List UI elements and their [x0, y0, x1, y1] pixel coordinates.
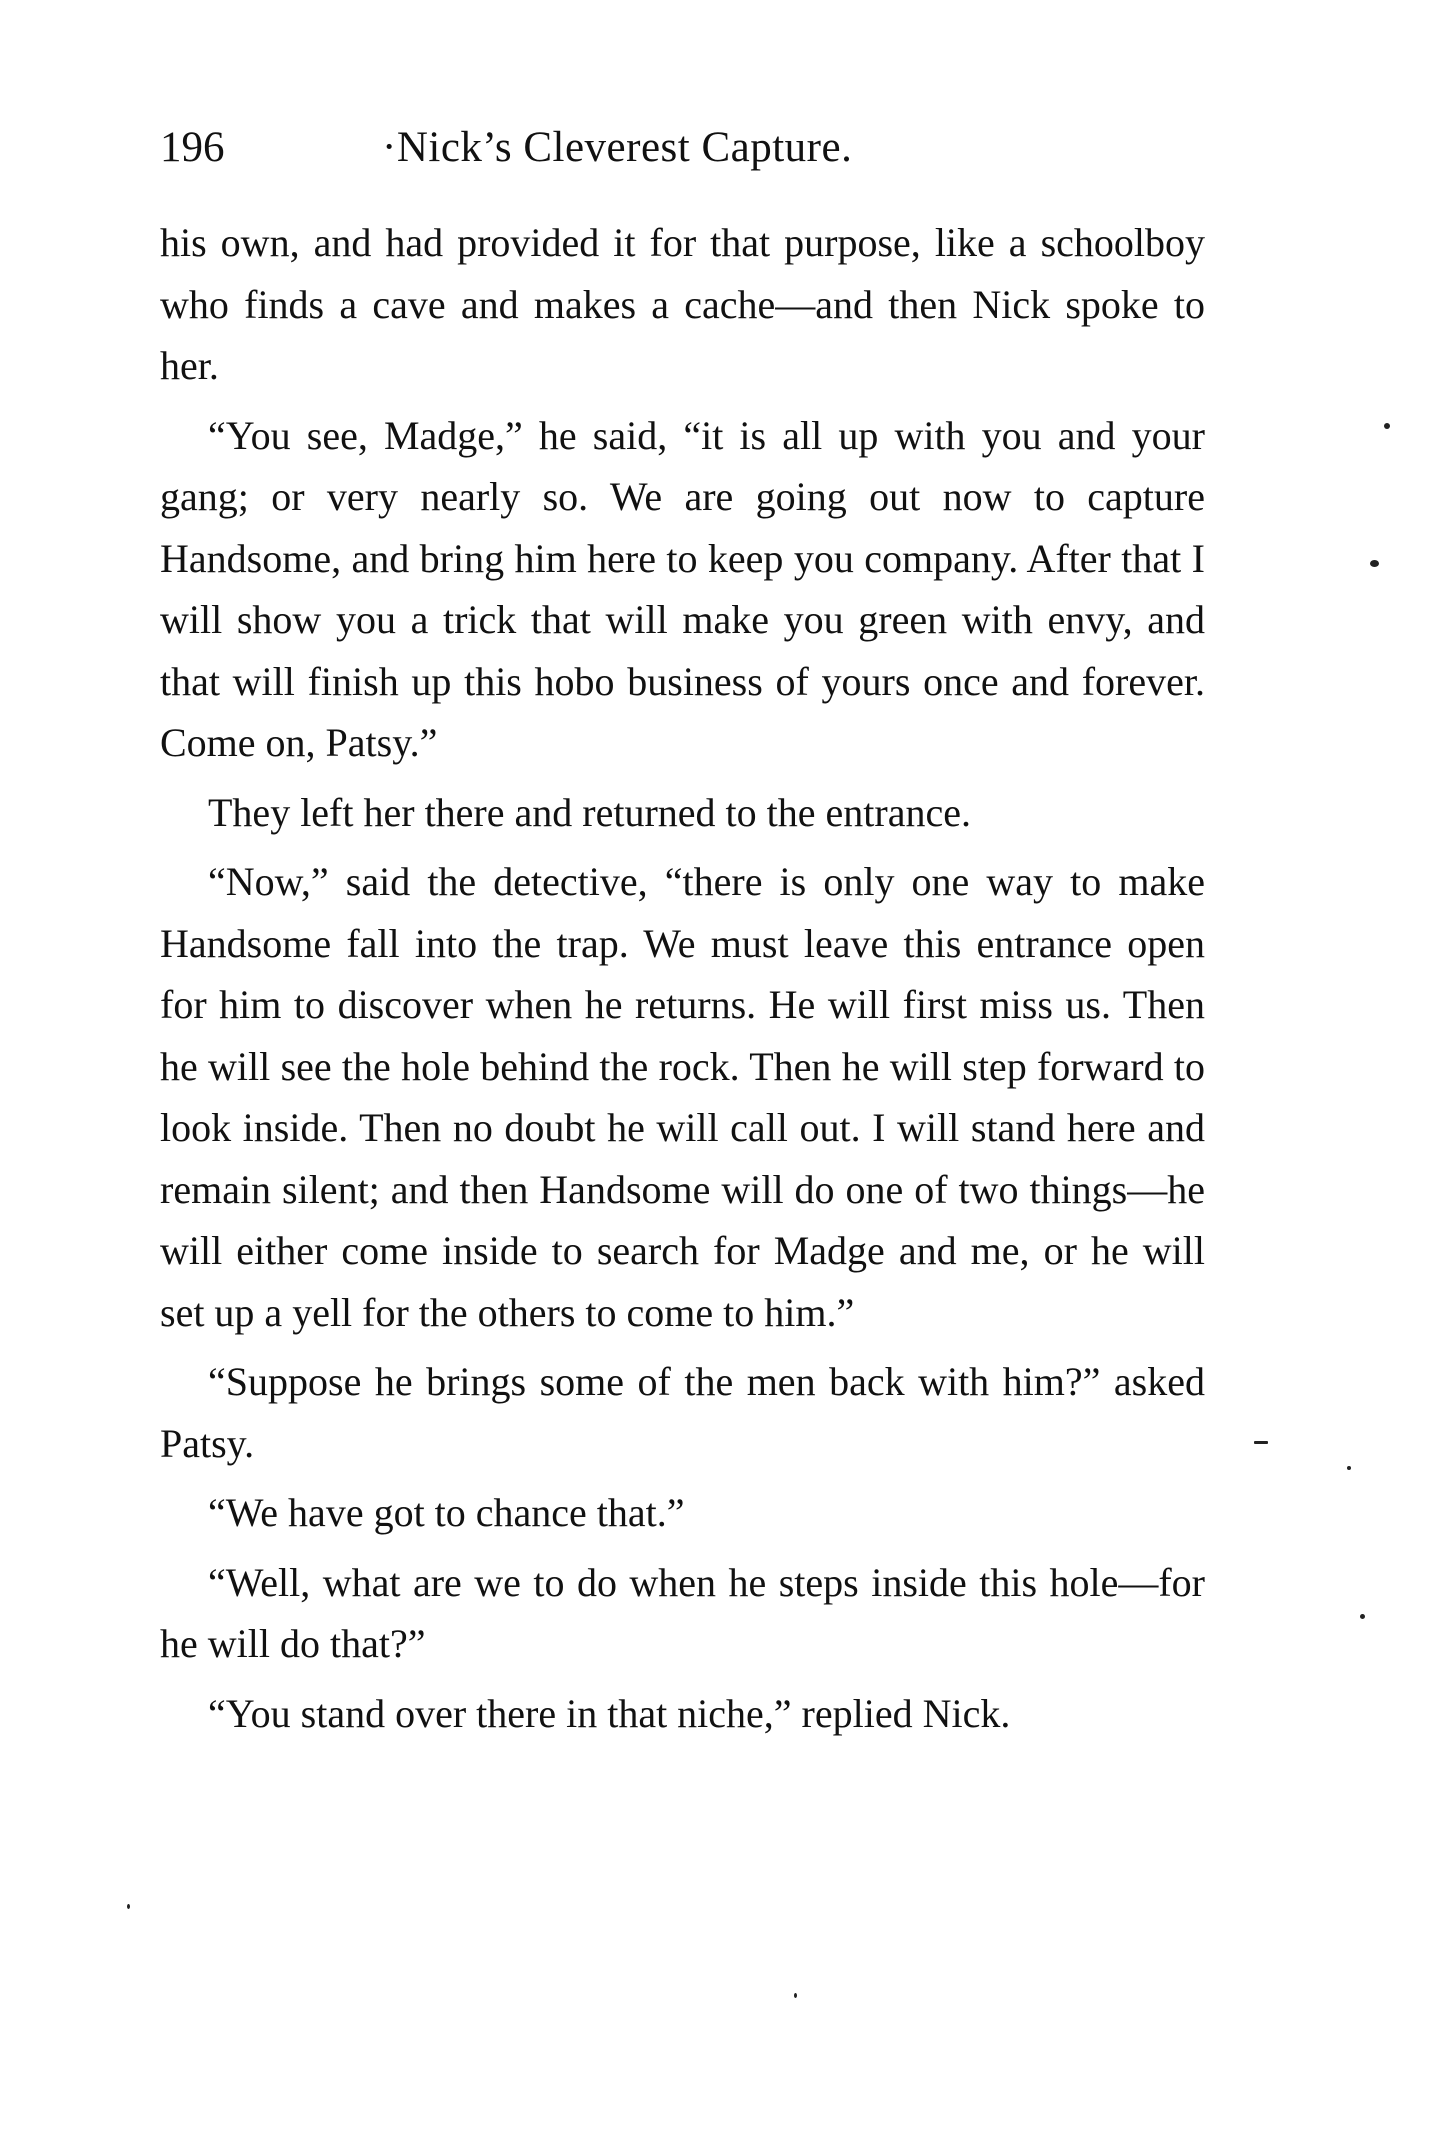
body-text: [160, 212, 1205, 1744]
paragraph: They left her there and returned to the entrance.: [208, 789, 971, 835]
paragraph: “Now,” said the detective, “there is only one way to make Handsome fall into the trap. We must leave this entrance open for him to discover when he returns. He will first miss us. Then he will see the hole behind the rock. Then he will step forward to look inside. Then no doubt he will call out. I will stand here and remain silent; and then Handsome will do one of two things—he will either come inside to search for Madge and me, or he will set up a yell for the others to come to him.”: [160, 859, 1205, 1335]
scan-speck: [1360, 1614, 1365, 1619]
scan-speck: [1384, 423, 1390, 429]
page-header: [160, 118, 1210, 178]
running-title: ·Nick’s Cleverest Capture.: [382, 124, 853, 171]
paragraph: “You stand over there in that niche,” replied Nick.: [208, 1690, 1011, 1736]
scan-speck: [1370, 560, 1379, 567]
scan-speck: [1347, 1466, 1351, 1470]
paragraph: his own, and had provided it for that purpose, like a schoolboy who finds a cave and makes a cache—and then Nick spoke to her.: [160, 220, 1205, 388]
paragraph: “Suppose he brings some of the men back with him?” asked Patsy.: [160, 1359, 1205, 1466]
scan-speck: [127, 1904, 130, 1909]
paragraph: “You see, Madge,” he said, “it is all up with you and your gang; or very nearly so. We are going out now to capture Handsome, and bring him here to keep you company. After that I will show you a trick that will make you green with envy, and that will finish up this hobo business of yours once and forever. Come on, Patsy.”: [160, 412, 1205, 765]
paragraph: “We have got to chance that.”: [208, 1490, 685, 1535]
scan-speck: [1254, 1441, 1268, 1444]
scan-speck: [794, 1993, 797, 1998]
paragraph: “Well, what are we to do when he steps inside this hole—for he will do that?”: [160, 1559, 1205, 1666]
page-number: 196: [160, 124, 225, 171]
